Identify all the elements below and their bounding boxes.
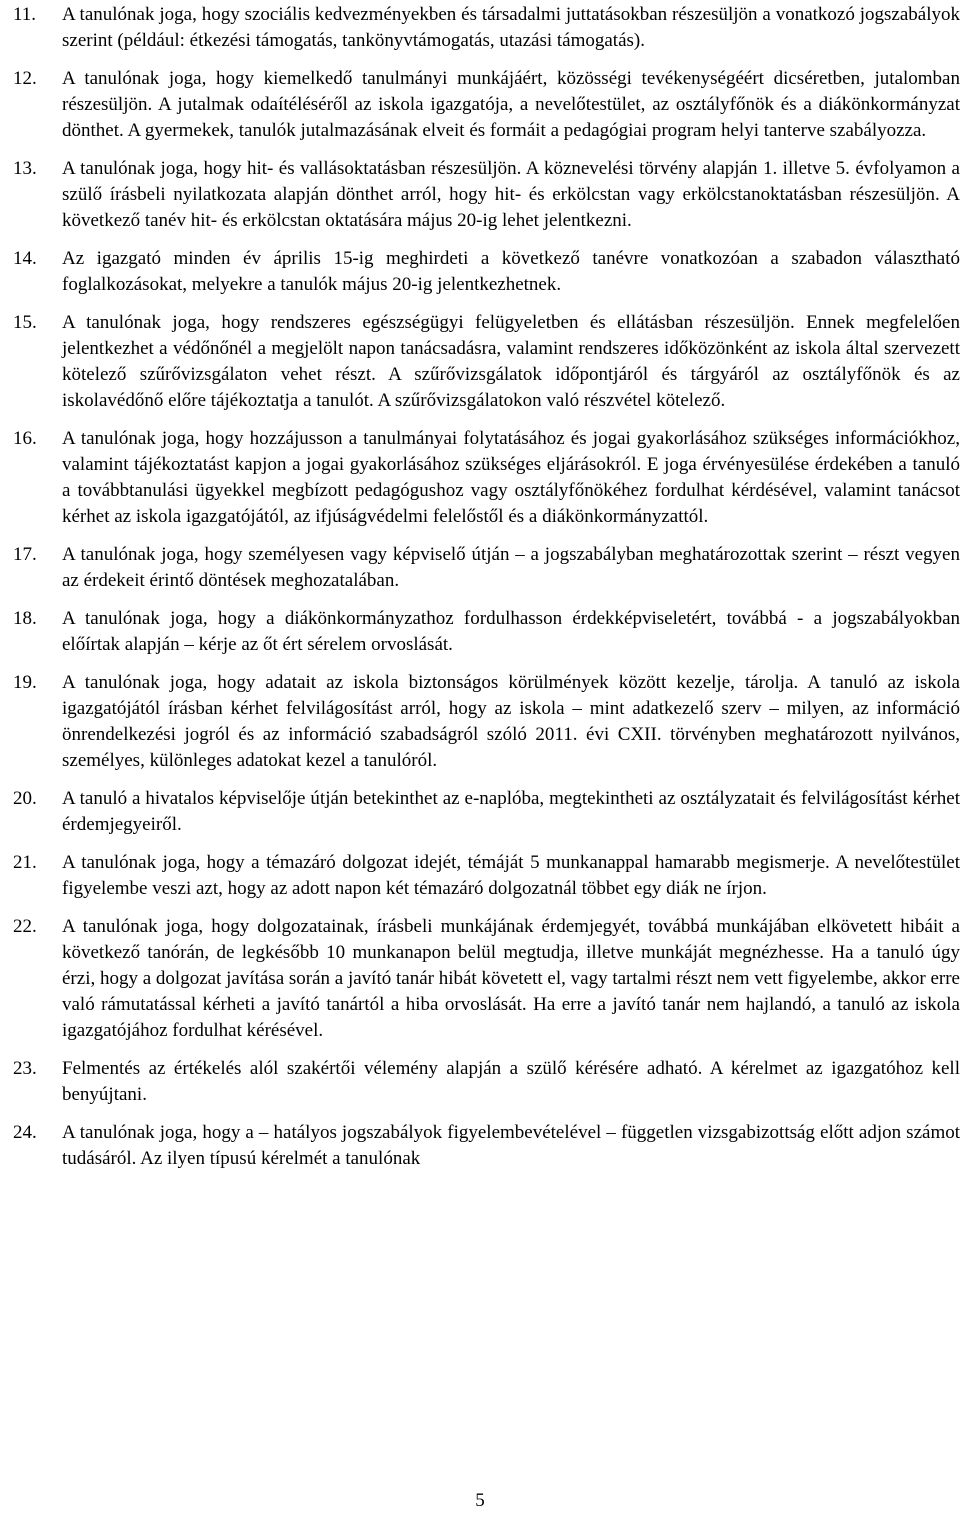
item-number: 21. bbox=[13, 852, 37, 873]
numbered-list bbox=[13, 2, 960, 1184]
list-item-14 bbox=[13, 246, 960, 298]
item-text: A tanulónak joga, hogy a diákönkormányzathoz fordulhasson érdekképviseletért, továbbá - a jogszabályokban előírtak alapján – kérje az őt ért sérelem orvoslását. bbox=[62, 608, 960, 655]
list-item-19 bbox=[13, 670, 960, 774]
item-number: 11. bbox=[13, 4, 37, 25]
item-text: Felmentés az értékelés alól szakértői vélemény alapján a szülő kérésére adható. A kérelmet az igazgatóhoz kell benyújtani. bbox=[62, 1058, 960, 1105]
item-text: A tanulónak joga, hogy hit- és vallásoktatásban részesüljön. A köznevelési törvény alapján 1. illetve 5. évfolyamon a szülő írásbeli nyilatkozata alapján dönthet arról, hogy hit- és erkölcstan vagy erkölcstanoktatásban részesüljön. A következő tanév hit- és erkölcstan oktatására május 20-ig lehet jelentkezni. bbox=[62, 158, 960, 231]
list-item-12 bbox=[13, 66, 960, 144]
item-number: 14. bbox=[13, 248, 37, 269]
list-item-24 bbox=[13, 1120, 960, 1172]
item-text: A tanuló a hivatalos képviselője útján betekinthet az e-naplóba, megtekintheti az osztályzatait és felvilágosítást kérhet érdemjegyeiről. bbox=[62, 788, 960, 835]
item-text: Az igazgató minden év április 15-ig meghirdeti a következő tanévre vonatkozóan a szabadon választható foglalkozásokat, melyekre a tanulók május 20-ig jelentkezhetnek. bbox=[62, 248, 960, 295]
item-number: 24. bbox=[13, 1122, 37, 1143]
item-text: A tanulónak joga, hogy rendszeres egészségügyi felügyeletben és ellátásban részesüljön. Ennek megfelelően jelentkezhet a védőnőnél a megjelölt napon tanácsadásra, valamint rendszeres időközönként az iskola által szervezett kötelező szűrővizsgálaton vehet részt. A szűrővizsgálatok időpontjáról és tárgyáról az osztályfőnök és az iskolavédőnő előre tájékoztatja a tanulót. A szűrővizsgálatokon való részvétel kötelező. bbox=[62, 312, 960, 411]
list-item-22 bbox=[13, 914, 960, 1044]
item-text: A tanulónak joga, hogy adatait az iskola biztonságos körülmények között kezelje, tárolja. A tanuló az iskola igazgatójától írásban kérhet felvilágosítást arról, hogy az iskola – mint adatkezelő szerv – milyen, az információ önrendelkezési jogról és az információ szabadságról szóló 2011. évi CXII. törvényben meghatározott nyilvános, személyes, különleges adatokat kezel a tanulóról. bbox=[62, 672, 960, 771]
item-number: 12. bbox=[13, 68, 37, 89]
item-number: 20. bbox=[13, 788, 37, 809]
list-item-21 bbox=[13, 850, 960, 902]
item-number: 15. bbox=[13, 312, 37, 333]
list-item-11 bbox=[13, 2, 960, 54]
item-number: 17. bbox=[13, 544, 37, 565]
list-item-18 bbox=[13, 606, 960, 658]
item-number: 23. bbox=[13, 1058, 37, 1079]
list-item-16 bbox=[13, 426, 960, 530]
item-number: 16. bbox=[13, 428, 37, 449]
list-item-20 bbox=[13, 786, 960, 838]
item-text: A tanulónak joga, hogy a – hatályos jogszabályok figyelembevételével – független vizsgabizottság előtt adjon számot tudásáról. Az ilyen típusú kérelmét a tanulónak bbox=[62, 1122, 960, 1169]
item-text: A tanulónak joga, hogy dolgozatainak, írásbeli munkájának érdemjegyét, továbbá munkájában elkövetett hibáit a következő tanórán, de legkésőbb 10 munkanapon belül megtudja, illetve munkáját megnézhesse. Ha a tanuló úgy érzi, hogy a dolgozat javítása során a javító tanár hibát követett el, vagy tartalmi részt nem vett figyelembe, akkor erre való rámutatással kérheti a javító tanártól a hiba orvoslását. Ha erre a javító tanár nem hajlandó, a tanuló az iskola igazgatójához fordulhat kérésével. bbox=[62, 916, 960, 1041]
item-text: A tanulónak joga, hogy szociális kedvezményekben és társadalmi juttatásokban részesüljön a vonatkozó jogszabályok szerint (például: étkezési támogatás, tankönyvtámogatás, utazási támogatás). bbox=[62, 4, 960, 51]
item-number: 18. bbox=[13, 608, 37, 629]
item-text: A tanulónak joga, hogy személyesen vagy képviselő útján – a jogszabályban meghatározottak szerint – részt vegyen az érdekeit érintő döntések meghozatalában. bbox=[62, 544, 960, 591]
item-text: A tanulónak joga, hogy a témazáró dolgozat idejét, témáját 5 munkanappal hamarabb megismerje. A nevelőtestület figyelembe veszi azt, hogy az adott napon két témazáró dolgozatnál többet egy diák ne írjon. bbox=[62, 852, 960, 899]
item-text: A tanulónak joga, hogy kiemelkedő tanulmányi munkájáért, közösségi tevékenységéért dicséretben, jutalomban részesüljön. A jutalmak odaítéléséről az iskola igazgatója, a nevelőtestület, az osztályfőnök és a diákönkormányzat dönthet. A gyermekek, tanulók jutalmazásának elveit és formáit a pedagógiai program helyi tanterve szabályozza. bbox=[62, 68, 960, 141]
item-number: 19. bbox=[13, 672, 37, 693]
item-text: A tanulónak joga, hogy hozzájusson a tanulmányai folytatásához és jogai gyakorlásához szükséges információkhoz, valamint tájékoztatást kapjon a jogai gyakorlásához szükséges eljárásokról. E joga érvényesülése érdekében a tanuló a továbbtanulási ügyekkel megbízott pedagógushoz vagy osztályfőnökéhez fordulhat kérdésével, valamint tanácsot kérhet az iskola igazgatójától, az ifjúságvédelmi felelőstől és a diákönkormányzattól. bbox=[62, 428, 960, 527]
item-number: 22. bbox=[13, 916, 37, 937]
list-item-13 bbox=[13, 156, 960, 234]
item-number: 13. bbox=[13, 158, 37, 179]
list-item-17 bbox=[13, 542, 960, 594]
list-item-15 bbox=[13, 310, 960, 414]
page-number: 5 bbox=[475, 1490, 485, 1511]
list-item-23 bbox=[13, 1056, 960, 1108]
